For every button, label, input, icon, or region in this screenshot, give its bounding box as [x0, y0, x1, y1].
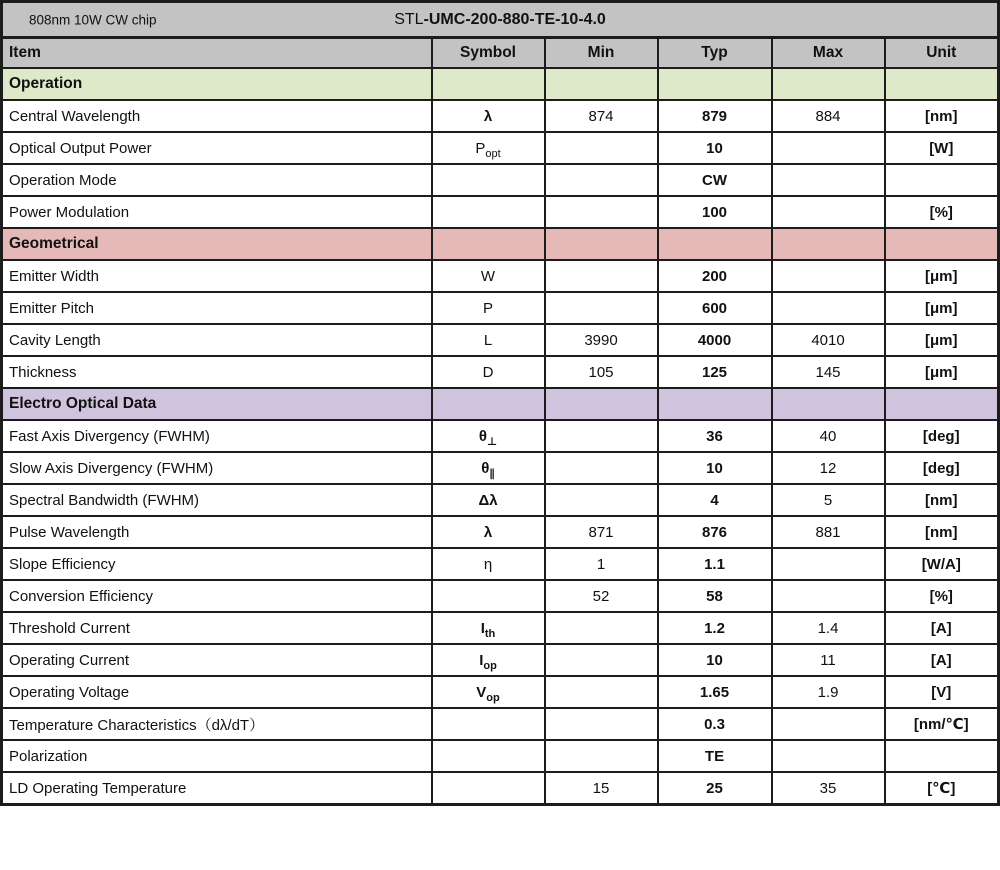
unit-cell: [W/A]: [885, 548, 999, 580]
min-cell: 15: [545, 772, 658, 805]
symbol-subscript: opt: [485, 147, 501, 160]
unit-cell: [nm/℃]: [885, 708, 999, 740]
max-cell: 11: [772, 644, 885, 676]
symbol-cell: [432, 260, 545, 292]
item-cell: Slow Axis Divergency (FWHM): [2, 452, 432, 484]
title-bar: [2, 2, 999, 38]
symbol-main: W: [480, 267, 496, 285]
symbol-cell: [432, 164, 545, 196]
symbol-main: D: [482, 363, 494, 381]
typ-cell: 0.3: [658, 708, 772, 740]
max-cell: 5: [772, 484, 885, 516]
symbol-main: P: [475, 139, 486, 157]
min-cell: [545, 164, 658, 196]
symbol-subscript: ⊥: [487, 435, 498, 448]
min-cell: 1: [545, 548, 658, 580]
unit-cell: [W]: [885, 132, 999, 164]
table-row: [2, 260, 999, 292]
column-header-row: [2, 38, 999, 69]
unit-cell: [A]: [885, 612, 999, 644]
item-cell: LD Operating Temperature: [2, 772, 432, 805]
unit-cell: [μm]: [885, 260, 999, 292]
table-row: [2, 452, 999, 484]
item-cell: Spectral Bandwidth (FWHM): [2, 484, 432, 516]
section-unit-cell: [885, 388, 999, 420]
min-cell: 3990: [545, 324, 658, 356]
column-header-min: Min: [545, 38, 658, 69]
table-row: [2, 740, 999, 772]
symbol-cell: [432, 292, 545, 324]
symbol-main: V: [476, 683, 487, 701]
min-cell: [545, 644, 658, 676]
symbol-cell: [432, 644, 545, 676]
section-label: Electro Optical Data: [2, 388, 432, 420]
item-cell: Fast Axis Divergency (FWHM): [2, 420, 432, 452]
section-symbol-cell: [432, 68, 545, 100]
min-cell: [545, 420, 658, 452]
symbol-cell: [432, 196, 545, 228]
typ-cell: 58: [658, 580, 772, 612]
typ-cell: 10: [658, 452, 772, 484]
symbol-main: L: [483, 331, 493, 349]
symbol-cell: [432, 356, 545, 388]
symbol-cell: [432, 420, 545, 452]
symbol-cell: [432, 740, 545, 772]
section-min-cell: [545, 68, 658, 100]
symbol-cell: [432, 452, 545, 484]
min-cell: [545, 260, 658, 292]
unit-cell: [885, 164, 999, 196]
section-row: [2, 228, 999, 260]
max-cell: 1.4: [772, 612, 885, 644]
typ-cell: CW: [658, 164, 772, 196]
unit-cell: [nm]: [885, 484, 999, 516]
max-cell: [772, 548, 885, 580]
max-cell: 12: [772, 452, 885, 484]
table-body: [2, 68, 999, 805]
symbol-subscript: th: [484, 627, 496, 640]
model-prefix: STL: [394, 11, 424, 28]
symbol-cell: [432, 676, 545, 708]
symbol-subscript: op: [486, 691, 500, 704]
item-cell: Operation Mode: [2, 164, 432, 196]
section-unit-cell: [885, 68, 999, 100]
symbol-subscript: op: [483, 659, 497, 672]
typ-cell: 25: [658, 772, 772, 805]
table-row: [2, 676, 999, 708]
item-cell: Power Modulation: [2, 196, 432, 228]
unit-cell: [nm]: [885, 516, 999, 548]
min-cell: 105: [545, 356, 658, 388]
unit-cell: [V]: [885, 676, 999, 708]
section-row: [2, 68, 999, 100]
min-cell: [545, 292, 658, 324]
min-cell: [545, 708, 658, 740]
unit-cell: [deg]: [885, 452, 999, 484]
unit-cell: [nm]: [885, 100, 999, 132]
typ-cell: 100: [658, 196, 772, 228]
item-cell: Cavity Length: [2, 324, 432, 356]
section-symbol-cell: [432, 228, 545, 260]
section-min-cell: [545, 228, 658, 260]
typ-cell: 10: [658, 132, 772, 164]
symbol-cell: [432, 708, 545, 740]
max-cell: 145: [772, 356, 885, 388]
table-row: [2, 196, 999, 228]
section-max-cell: [772, 68, 885, 100]
unit-cell: [%]: [885, 580, 999, 612]
min-cell: 874: [545, 100, 658, 132]
section-row: [2, 388, 999, 420]
unit-cell: [μm]: [885, 292, 999, 324]
max-cell: 881: [772, 516, 885, 548]
column-header-item: Item: [2, 38, 432, 69]
typ-cell: 200: [658, 260, 772, 292]
symbol-main: λ: [483, 523, 493, 541]
max-cell: [772, 740, 885, 772]
column-header-symbol: Symbol: [432, 38, 545, 69]
item-cell: Pulse Wavelength: [2, 516, 432, 548]
max-cell: [772, 292, 885, 324]
table-row: [2, 708, 999, 740]
typ-cell: TE: [658, 740, 772, 772]
typ-cell: 1.1: [658, 548, 772, 580]
symbol-main: I: [479, 651, 484, 669]
typ-cell: 600: [658, 292, 772, 324]
item-cell: Central Wavelength: [2, 100, 432, 132]
min-cell: [545, 196, 658, 228]
table-row: [2, 132, 999, 164]
column-header-unit: Unit: [885, 38, 999, 69]
symbol-main: P: [482, 299, 493, 317]
min-cell: [545, 132, 658, 164]
unit-cell: [%]: [885, 196, 999, 228]
symbol-cell: [432, 132, 545, 164]
item-cell: Threshold Current: [2, 612, 432, 644]
symbol-cell: [432, 324, 545, 356]
table-title-row: [2, 2, 999, 38]
symbol-main: I: [480, 619, 485, 637]
unit-cell: [μm]: [885, 324, 999, 356]
symbol-subscript: ∥: [489, 467, 495, 480]
unit-cell: [A]: [885, 644, 999, 676]
item-cell: Slope Efficiency: [2, 548, 432, 580]
typ-cell: 125: [658, 356, 772, 388]
table-row: [2, 548, 999, 580]
item-cell: Temperature Characteristics（dλ/dT）: [2, 708, 432, 740]
symbol-main: η: [483, 555, 493, 573]
item-cell: Emitter Pitch: [2, 292, 432, 324]
unit-cell: [μm]: [885, 356, 999, 388]
symbol-main: Δλ: [478, 491, 498, 509]
max-cell: [772, 708, 885, 740]
max-cell: [772, 580, 885, 612]
min-cell: [545, 740, 658, 772]
typ-cell: 4000: [658, 324, 772, 356]
section-label: Operation: [2, 68, 432, 100]
table-row: [2, 164, 999, 196]
unit-cell: [℃]: [885, 772, 999, 805]
symbol-cell: [432, 548, 545, 580]
symbol-cell: [432, 580, 545, 612]
table-row: [2, 292, 999, 324]
max-cell: [772, 132, 885, 164]
table-row: [2, 484, 999, 516]
min-cell: 871: [545, 516, 658, 548]
table-row: [2, 516, 999, 548]
item-cell: Polarization: [2, 740, 432, 772]
symbol-main: θ: [478, 427, 488, 445]
max-cell: 884: [772, 100, 885, 132]
typ-cell: 1.65: [658, 676, 772, 708]
typ-cell: 1.2: [658, 612, 772, 644]
typ-cell: 10: [658, 644, 772, 676]
section-max-cell: [772, 228, 885, 260]
table-row: [2, 644, 999, 676]
symbol-cell: [432, 516, 545, 548]
typ-cell: 4: [658, 484, 772, 516]
typ-cell: 36: [658, 420, 772, 452]
symbol-main: λ: [483, 107, 493, 125]
max-cell: 1.9: [772, 676, 885, 708]
section-max-cell: [772, 388, 885, 420]
table-row: [2, 356, 999, 388]
unit-cell: [deg]: [885, 420, 999, 452]
item-cell: Thickness: [2, 356, 432, 388]
table-row: [2, 580, 999, 612]
max-cell: 35: [772, 772, 885, 805]
item-cell: Emitter Width: [2, 260, 432, 292]
max-cell: [772, 260, 885, 292]
section-unit-cell: [885, 228, 999, 260]
table-row: [2, 612, 999, 644]
item-cell: Operating Current: [2, 644, 432, 676]
min-cell: [545, 612, 658, 644]
symbol-cell: [432, 772, 545, 805]
max-cell: [772, 196, 885, 228]
symbol-cell: [432, 484, 545, 516]
min-cell: [545, 676, 658, 708]
symbol-main: θ: [481, 459, 490, 477]
chip-type-label: 808nm 10W CW chip: [29, 12, 157, 27]
symbol-cell: [432, 100, 545, 132]
section-typ-cell: [658, 388, 772, 420]
max-cell: [772, 164, 885, 196]
symbol-cell: [432, 612, 545, 644]
table-row: [2, 772, 999, 805]
max-cell: 40: [772, 420, 885, 452]
item-cell: Optical Output Power: [2, 132, 432, 164]
section-symbol-cell: [432, 388, 545, 420]
section-typ-cell: [658, 68, 772, 100]
min-cell: [545, 484, 658, 516]
item-cell: Operating Voltage: [2, 676, 432, 708]
section-min-cell: [545, 388, 658, 420]
table-row: [2, 420, 999, 452]
item-cell: Conversion Efficiency: [2, 580, 432, 612]
typ-cell: 879: [658, 100, 772, 132]
column-header-max: Max: [772, 38, 885, 69]
model-rest: -UMC-200-880-TE-10-4.0: [423, 11, 606, 28]
table-row: [2, 324, 999, 356]
table-row: [2, 100, 999, 132]
max-cell: 4010: [772, 324, 885, 356]
typ-cell: 876: [658, 516, 772, 548]
section-typ-cell: [658, 228, 772, 260]
min-cell: 52: [545, 580, 658, 612]
unit-cell: [885, 740, 999, 772]
column-header-typ: Typ: [658, 38, 772, 69]
min-cell: [545, 452, 658, 484]
section-label: Geometrical: [2, 228, 432, 260]
